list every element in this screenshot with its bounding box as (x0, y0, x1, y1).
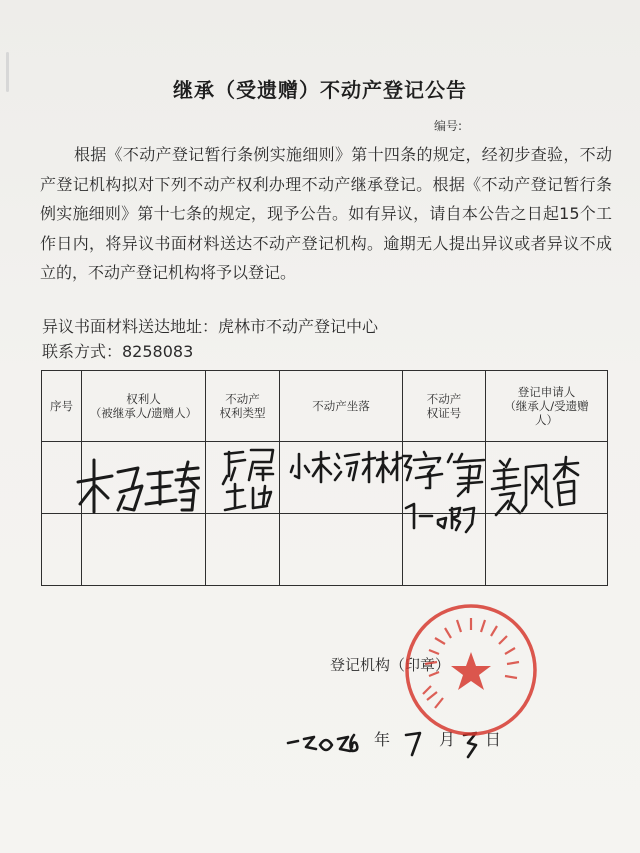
seal-star-icon (451, 652, 491, 690)
cell-right-holder (82, 442, 206, 514)
cell-location (280, 514, 403, 586)
registration-table (41, 370, 608, 586)
cell-right-holder (82, 514, 206, 586)
date-year-label: 年 (374, 730, 391, 749)
cell-right-type (206, 514, 280, 586)
cell-cert-no (403, 514, 486, 586)
notice-title: 继承（受遗赠）不动产登记公告 (173, 78, 467, 102)
objection-address: 异议书面材料送达地址：虎林市不动产登记中心 (42, 317, 379, 336)
date-day-label: 日 (485, 730, 502, 749)
table-header-row (42, 371, 608, 442)
header-index: 序号 (42, 371, 82, 442)
contact-line: 联系方式：8258083 (42, 342, 194, 361)
notice-body: 根据《不动产登记暂行条例实施细则》第十四条的规定，经初步查验，不动产登记机构拟对下列不动产权利办理不动产继承登记。根据《不动产登记暂行条例实施细则》第十七条的规定，现予公告。如有异议，请自本公告之日起15个工作日内，将异议书面材料送达不动产登记机构。逾期无人提出异议或者异议不成立的，不动产登记机构将予以登记。 (40, 145, 612, 282)
cell-cert-no (403, 442, 486, 514)
cell-index (42, 514, 82, 586)
header-applicant: 登记申请人 （继承人/受遗赠 人） (486, 371, 608, 442)
cell-right-type (206, 442, 280, 514)
header-cert-no: 不动产 权证号 (403, 371, 486, 442)
table-row (42, 514, 608, 586)
cell-applicant (486, 514, 608, 586)
date-month-label: 月 (439, 730, 456, 749)
registration-office-label: 登记机构（印章） (330, 656, 451, 674)
header-right-holder: 权利人 （被继承人/遗赠人） (82, 371, 206, 442)
header-right-type: 不动产 权利类型 (206, 371, 280, 442)
doc-number-label: 编号: (434, 119, 463, 133)
cell-index (42, 442, 82, 514)
official-seal (401, 600, 541, 740)
cell-applicant (486, 442, 608, 514)
cell-location (280, 442, 403, 514)
header-location: 不动产坐落 (280, 371, 403, 442)
table-row (42, 442, 608, 514)
